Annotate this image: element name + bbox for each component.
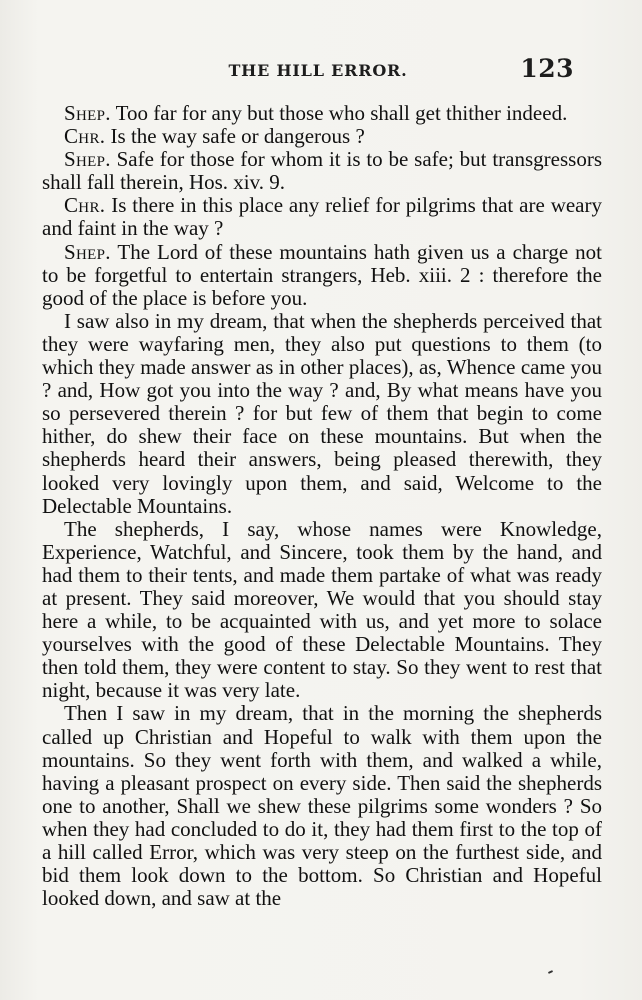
paragraph-text: Is the way safe or dangerous ? [105,124,365,149]
paragraph-text: Safe for those for whom it is to be safe; but transgressors shall fall therein, Hos. xiv. 9. [42,147,602,195]
page-number: 123 [520,54,574,83]
body-text [42,102,602,910]
paragraph-text: Too far for any but those who shall get thither indeed. [110,101,568,125]
page-header [62,54,574,88]
paragraph [42,194,602,240]
paragraph [42,102,602,125]
paragraph [42,702,602,910]
paragraph [42,148,602,194]
paragraph-text: The Lord of these mountains hath given us a charge not to be forgetful to entertain strangers, Heb. xiii. 2 : therefore the good of the place is before you. [42,239,602,310]
speaker-label: Chr. [64,193,106,218]
speaker-label: Shep. [64,147,111,172]
paragraph [42,241,602,310]
print-speck [548,970,553,974]
paragraph-text: The shepherds, I say, whose names were Knowledge, Experience, Watchful, and Sincere, took them by the hand, and had them to their tents, and made them partake of what was ready at present. They said moreover, We would that you should stay here a while, to be acquainted with us, and yet more to solace yourselves with the good of these Delectable Mountains. They then told them, they were content to stay. So they went to rest that night, because it was very late. [42,516,602,703]
paragraph-text: Is there in this place any relief for pilgrims that are weary and faint in the way ? [42,193,602,241]
paragraph [42,518,602,703]
paragraph [42,310,602,518]
speaker-label: Shep. [64,239,111,264]
speaker-label: Chr. [64,124,106,149]
running-title: THE HILL ERROR. [228,61,408,80]
paragraph [42,125,602,148]
paragraph-text: Then I saw in my dream, that in the morning the shepherds called up Christian and Hopeful to walk with them upon the mountains. So they went forth with them, and walked a while, having a pleasant prospect on every side. Then said the shepherds one to another, Shall we shew these pilgrims some wonders ? So when they had concluded to do it, they had them first to the top of a hill called Error, which was very steep on the furthest side, and bid them look down to the bottom. So Christian and Hopeful looked down, and saw at the [42,701,602,911]
paragraph-text: I saw also in my dream, that when the shepherds perceived that they were wayfaring men, they also put questions to them (to which they made answer as in other places), as, Whence came you ? and, How got you into the way ? and, By what means have you so persevered therein ? for but few of them that begin to come hither, do shew their face on these mountains. But when the shepherds heard their answers, being pleased therewith, they looked very lovingly upon them, and said, Welcome to the Delectable Mountains. [42,308,602,518]
speaker-label: Shep. [64,101,111,125]
